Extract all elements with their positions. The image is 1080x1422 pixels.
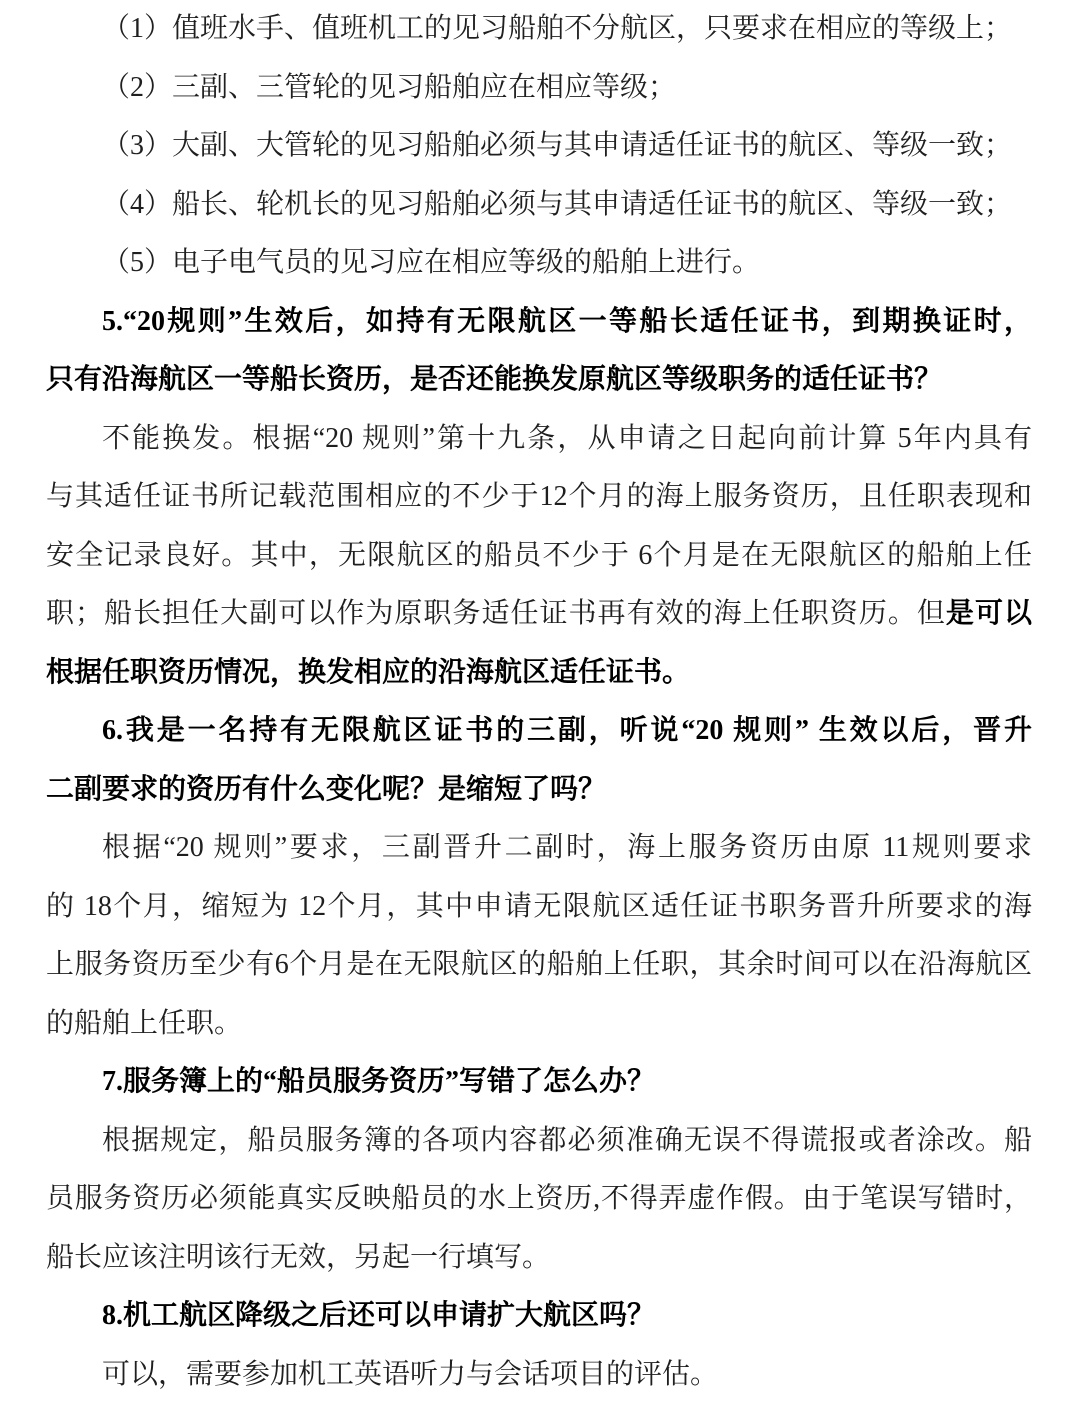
list-item-line xyxy=(46,176,1032,235)
list-item-4 xyxy=(46,176,1032,235)
text-run: （5）电子电气员的见习应在相应等级的船舶上进行。 xyxy=(102,247,761,278)
question-line xyxy=(46,293,1032,352)
text-run: 不能换发。根据“20 规则”第十九条，从申请之日起向前计算 5年内具有 xyxy=(102,422,1032,454)
text-run: 二副要求的资历有什么变化呢？是缩短了吗？ xyxy=(46,773,607,805)
answer-8 xyxy=(46,1346,1032,1405)
answer-line xyxy=(46,644,1032,703)
text-run: 与其适任证书所记载范围相应的不少于12个月的海上服务资历，且任职表现和 xyxy=(46,481,1032,512)
answer-line xyxy=(46,936,1032,995)
answer-line xyxy=(46,995,1032,1054)
answer-line xyxy=(46,468,1032,527)
text-run: 员服务资历必须能真实反映船员的水上资历,不得弄虚作假。由于笔误写错时， xyxy=(46,1183,1032,1214)
text-run: 职；船长担任大副可以作为原职务适任证书再有效的海上任职资历。但 xyxy=(46,598,946,629)
answer-line xyxy=(46,1170,1032,1229)
list-item-line xyxy=(46,234,1032,293)
question-5 xyxy=(46,293,1032,410)
text-run: （3）大副、大管轮的见习船舶必须与其申请适任证书的航区、等级一致； xyxy=(102,130,1013,161)
text-run: 7.服务簿上的“船员服务资历”写错了怎么办？ xyxy=(102,1066,656,1097)
text-run: 只有沿海航区一等船长资历，是否还能换发原航区等级职务的适任证书？ xyxy=(46,364,943,395)
answer-line xyxy=(46,585,1032,644)
bold-text-run: 是可以 xyxy=(945,598,1032,629)
text-run: 安全记录良好。其中，无限航区的船员不少于 6个月是在无限航区的船舶上任 xyxy=(46,539,1032,571)
bold-text-run: 根据任职资历情况，换发相应的沿海航区适任证书。 xyxy=(46,656,691,688)
list-item-line xyxy=(46,0,1032,59)
text-run: 可以，需要参加机工英语听力与会话项目的评估。 xyxy=(102,1358,719,1390)
text-run: 8.机工航区降级之后还可以申请扩大航区吗？ xyxy=(102,1300,656,1331)
list-item-1 xyxy=(46,0,1032,59)
list-item-2 xyxy=(46,59,1032,118)
answer-line xyxy=(46,819,1032,878)
question-8 xyxy=(46,1287,1032,1346)
question-line xyxy=(46,351,1032,410)
text-run: 根据“20 规则”要求，三副晋升二副时，海上服务资历由原 11规则要求 xyxy=(102,832,1032,863)
list-item-3 xyxy=(46,117,1032,176)
text-run: 船长应该注明该行无效，另起一行填写。 xyxy=(46,1241,551,1273)
list-item-5 xyxy=(46,234,1032,293)
answer-6 xyxy=(46,819,1032,1053)
answer-line xyxy=(46,878,1032,937)
text-run: 上服务资历至少有6个月是在无限航区的船舶上任职，其余时间可以在沿海航区 xyxy=(46,949,1032,980)
text-run: 根据规定，船员服务簿的各项内容都必须准确无误不得谎报或者涂改。船 xyxy=(102,1124,1032,1156)
answer-7 xyxy=(46,1112,1032,1288)
list-item-line xyxy=(46,59,1032,118)
answer-line xyxy=(46,410,1032,469)
text-run: 5.“20规则”生效后，如持有无限航区一等船长适任证书，到期换证时， xyxy=(102,305,1032,337)
question-line xyxy=(46,761,1032,820)
answer-line xyxy=(46,527,1032,586)
text-run: （1）值班水手、值班机工的见习船舶不分航区，只要求在相应的等级上； xyxy=(102,13,1013,44)
question-line xyxy=(46,1287,1032,1346)
question-7 xyxy=(46,1053,1032,1112)
answer-line xyxy=(46,1346,1032,1405)
question-line xyxy=(46,702,1032,761)
answer-line xyxy=(46,1112,1032,1171)
question-6 xyxy=(46,702,1032,819)
question-line xyxy=(46,1053,1032,1112)
text-run: （2）三副、三管轮的见习船舶应在相应等级； xyxy=(102,71,677,103)
text-run: （4）船长、轮机长的见习船舶必须与其申请适任证书的航区、等级一致； xyxy=(102,188,1013,220)
list-item-line xyxy=(46,117,1032,176)
answer-5 xyxy=(46,410,1032,703)
answer-line xyxy=(46,1229,1032,1288)
text-run: 6.我是一名持有无限航区证书的三副，听说“20 规则” 生效以后，晋升 xyxy=(102,715,1032,746)
text-run: 的船舶上任职。 xyxy=(46,1007,243,1039)
text-run: 的 18个月，缩短为 12个月，其中申请无限航区适任证书职务晋升所要求的海 xyxy=(46,890,1032,922)
